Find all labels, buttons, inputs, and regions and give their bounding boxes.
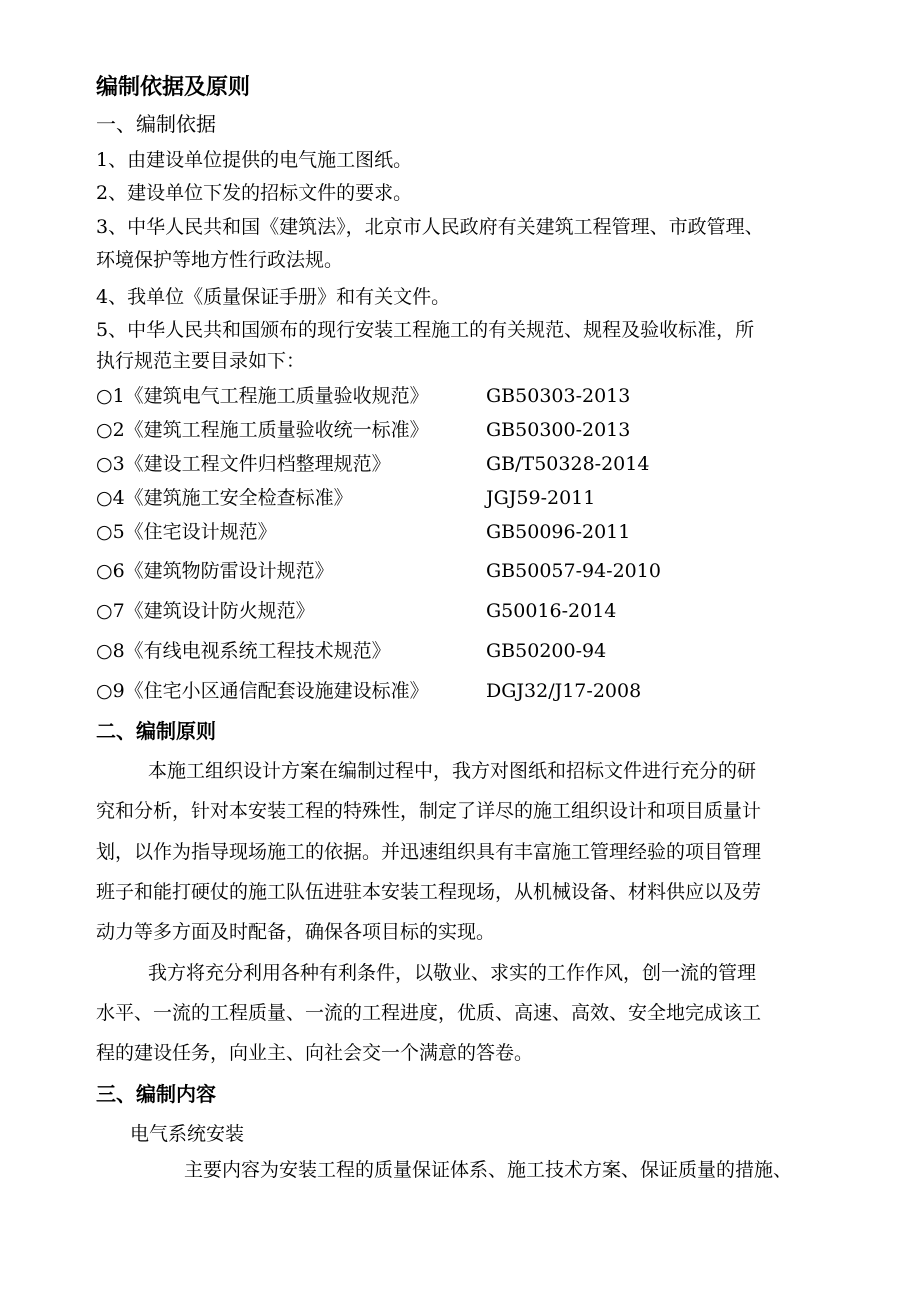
standard-item <box>96 639 607 663</box>
content-subheading: 电气系统安装 <box>130 1123 245 1145</box>
standard-code: DGJ32/J17-2008 <box>486 680 642 702</box>
principles-para1-line: 划，以作为指导现场施工的依据。并迅速组织具有丰富施工管理经验的项目管理 <box>96 841 762 863</box>
standard-item <box>96 452 650 476</box>
standard-code: JGJ59-2011 <box>486 487 596 509</box>
principles-para1-line: 动力等多方面及时配备，确保各项目标的实现。 <box>96 921 496 943</box>
standard-code: GB50300-2013 <box>486 419 631 441</box>
basis-line-7: 执行规范主要目录如下： <box>96 350 306 372</box>
basis-line-1: 1、由建设单位提供的电气施工图纸。 <box>96 149 413 171</box>
section-heading-basis: 一、编制依据 <box>96 112 216 136</box>
standard-item <box>96 418 631 442</box>
standard-name: ○5《住宅设计规范》 <box>96 521 277 543</box>
principles-para2-line: 我方将充分利用各种有利条件，以敬业、求实的工作作风，创一流的管理 <box>148 962 757 984</box>
standard-item <box>96 559 661 583</box>
standard-name: ○3《建设工程文件归档整理规范》 <box>96 453 391 475</box>
standard-name: ○9《住宅小区通信配套设施建设标准》 <box>96 680 429 702</box>
standard-name: ○7《建筑设计防火规范》 <box>96 600 315 622</box>
standard-code: GB/T50328-2014 <box>486 453 650 475</box>
standard-code: GB50303-2013 <box>486 385 631 407</box>
section-heading-content: 三、编制内容 <box>96 1082 216 1106</box>
standard-item <box>96 384 631 408</box>
principles-para1-line: 究和分析，针对本安装工程的特殊性，制定了详尽的施工组织设计和项目质量计 <box>96 800 762 822</box>
basis-line-3: 3、中华人民共和国《建筑法》，北京市人民政府有关建筑工程管理、市政管理、 <box>96 216 764 238</box>
standard-name: ○1《建筑电气工程施工质量验收规范》 <box>96 385 429 407</box>
principles-para2-line: 程的建设任务，向业主、向社会交一个满意的答卷。 <box>96 1042 534 1064</box>
standard-name: ○8《有线电视系统工程技术规范》 <box>96 640 391 662</box>
basis-line-5: 4、我单位《质量保证手册》和有关文件。 <box>96 286 451 308</box>
standard-code: GB50096-2011 <box>486 521 631 543</box>
page-title: 编制依据及原则 <box>96 75 251 100</box>
standard-code: G50016-2014 <box>486 600 617 622</box>
content-text-line: 主要内容为安装工程的质量保证体系、施工技术方案、保证质量的措施、 <box>184 1159 793 1181</box>
standard-code: GB50200-94 <box>486 640 607 662</box>
standard-code: GB50057-94-2010 <box>486 560 661 582</box>
standard-item <box>96 679 642 703</box>
standard-name: ○6《建筑物防雷设计规范》 <box>96 560 334 582</box>
basis-line-4: 环境保护等地方性行政法规。 <box>96 249 344 271</box>
standard-item <box>96 520 631 544</box>
principles-para1-line: 班子和能打硬仗的施工队伍进驻本安装工程现场，从机械设备、材料供应以及劳 <box>96 881 762 903</box>
standard-name: ○4《建筑施工安全检查标准》 <box>96 487 353 509</box>
section-heading-principles: 二、编制原则 <box>96 719 216 743</box>
basis-line-2: 2、建设单位下发的招标文件的要求。 <box>96 182 413 204</box>
standard-item <box>96 486 596 510</box>
principles-para2-line: 水平、一流的工程质量、一流的工程进度，优质、高速、高效、安全地完成该工 <box>96 1002 762 1024</box>
standard-name: ○2《建筑工程施工质量验收统一标准》 <box>96 419 429 441</box>
principles-para1-line: 本施工组织设计方案在编制过程中，我方对图纸和招标文件进行充分的研 <box>148 760 757 782</box>
standard-item <box>96 599 617 623</box>
basis-line-6: 5、中华人民共和国颁布的现行安装工程施工的有关规范、规程及验收标准，所 <box>96 319 755 341</box>
